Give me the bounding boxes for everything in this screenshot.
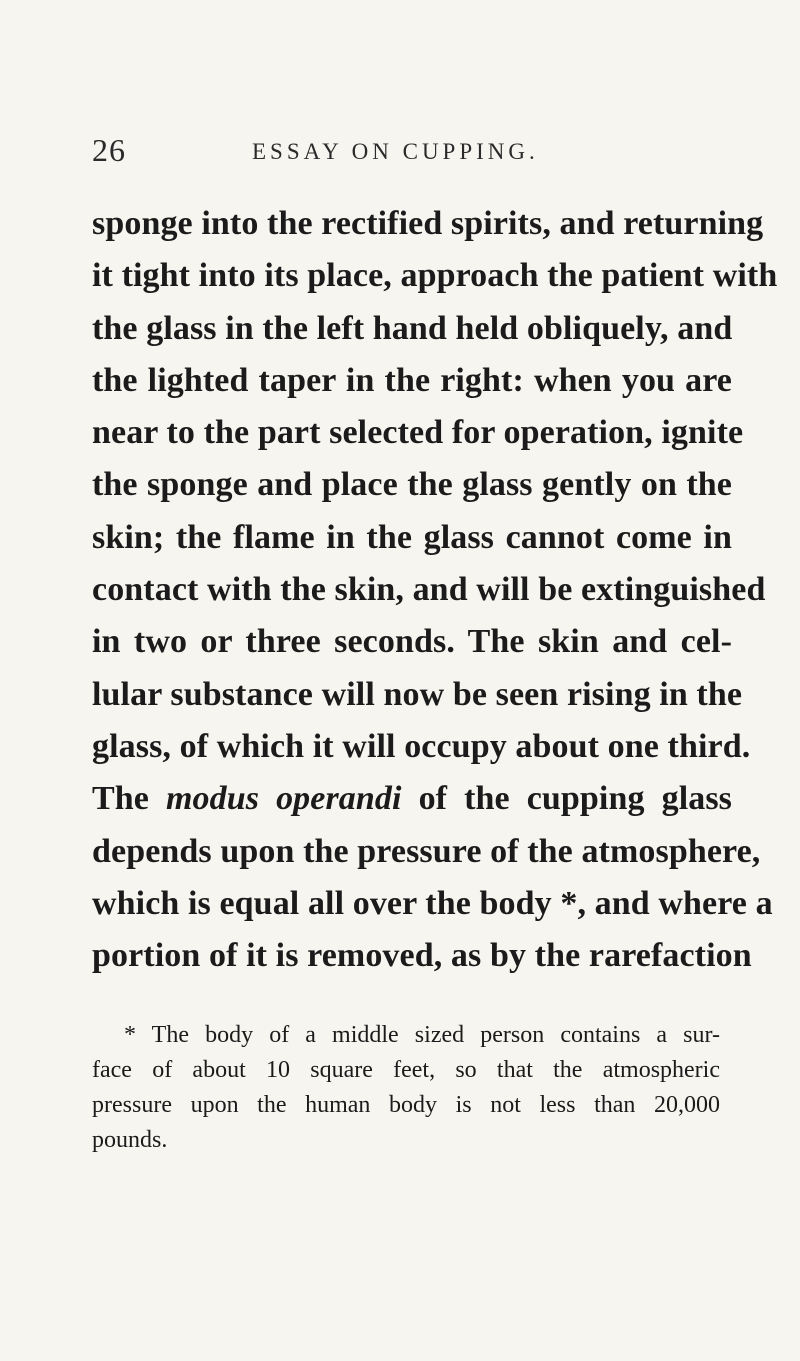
footnote-line: face of about 10 square feet, so that the atmospheric (92, 1057, 720, 1083)
footnote-line: pressure upon the human body is not less than 20,000 (92, 1092, 720, 1118)
page-number: 26 (92, 132, 126, 168)
text-line: the sponge and place the glass gently on the (92, 466, 732, 504)
text-segment: of the cupping glass (401, 780, 733, 818)
text-segment: The (92, 780, 166, 818)
text-line: which is equal all over the body *, and where a (92, 884, 773, 922)
text-line: the lighted taper in the right: when you are (92, 361, 732, 399)
page-header (92, 130, 732, 174)
text-line: the glass in the left hand held obliquely, and (92, 309, 733, 347)
text-line: in two or three seconds. The skin and cel- (92, 623, 732, 661)
text-line: near to the part selected for operation, ignite (92, 414, 744, 452)
footnote-line: * The body of a middle sized person contains a sur- (124, 1022, 720, 1048)
text-line: lular substance will now be seen rising in the (92, 675, 743, 713)
footnote (92, 1018, 720, 1158)
italic-phrase: modus operandi (165, 780, 402, 818)
text-line: sponge into the rectified spirits, and returning (92, 205, 764, 242)
footnote-line: pounds. (92, 1127, 168, 1153)
text-line: portion of it is removed, as by the rarefaction (92, 937, 752, 975)
text-line: depends upon the pressure of the atmosphere, (92, 832, 761, 870)
text-line-with-italic (92, 773, 732, 825)
body-text (92, 198, 778, 982)
text-line: glass, of which it will occupy about one third. (92, 727, 751, 765)
text-line: skin; the flame in the glass cannot come in (92, 518, 732, 556)
running-head: ESSAY ON CUPPING. (252, 139, 539, 164)
text-line: it tight into its place, approach the patient with (92, 257, 778, 295)
text-line: contact with the skin, and will be extinguished (92, 571, 766, 609)
